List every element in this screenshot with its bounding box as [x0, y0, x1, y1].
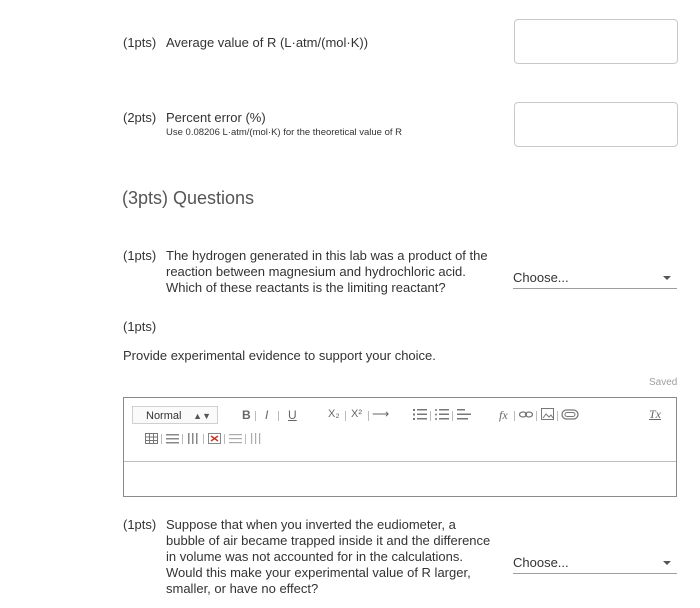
toolbar-divider	[224, 434, 225, 444]
toolbar-divider	[430, 411, 431, 421]
underline-button[interactable]: U	[288, 408, 297, 422]
paragraph-format-value: Normal	[146, 410, 182, 422]
toolbar-divider	[452, 411, 453, 421]
toolbar-divider	[161, 434, 162, 444]
saved-status: Saved	[649, 377, 678, 388]
chevron-down-icon	[663, 561, 671, 565]
evidence-prompt: Provide experimental evidence to support your choice.	[123, 348, 436, 363]
table-icon[interactable]	[145, 433, 158, 444]
toolbar-divider	[245, 434, 246, 444]
bubble-line-2: bubble of air became trapped inside it and the difference	[166, 533, 491, 548]
bubble-line-3: in volume was not accounted for in the calculations.	[166, 549, 464, 564]
percent-error-points: (2pts)	[123, 110, 157, 125]
toolbar-divider	[278, 411, 279, 421]
subscript-button[interactable]: X₂	[328, 408, 340, 420]
image-icon[interactable]	[541, 408, 554, 420]
toolbar-divider	[345, 411, 346, 421]
paragraph-format-select[interactable]	[132, 406, 218, 424]
percent-error-hint: Use 0.08206 L·atm/(mol·K) for the theoretical value of R	[166, 127, 403, 138]
avg-r-points: (1pts)	[123, 35, 157, 50]
bold-button[interactable]: B	[242, 408, 251, 422]
limiting-select-value: Choose...	[513, 270, 569, 285]
bubble-select[interactable]	[513, 553, 677, 574]
percent-error-input[interactable]	[514, 102, 678, 147]
ordered-list-icon[interactable]	[413, 409, 427, 420]
format-arrows-icon: ▲▼	[193, 411, 211, 421]
limiting-points: (1pts)	[123, 248, 157, 263]
toolbar-divider	[255, 411, 256, 421]
bubble-line-4: Would this make your experimental value of R larger,	[166, 565, 471, 580]
limiting-line-1: The hydrogen generated in this lab was a product of the	[166, 248, 488, 263]
section-title: (3pts) Questions	[122, 188, 255, 208]
avg-r-label: Average value of R (L·atm/(mol·K))	[166, 35, 369, 50]
limiting-line-3: Which of these reactants is the limiting reactant?	[166, 280, 446, 295]
link-icon[interactable]	[519, 409, 533, 420]
italic-button[interactable]: I	[265, 408, 269, 422]
editor-toolbar	[124, 398, 676, 462]
toolbar-divider	[368, 411, 369, 421]
formula-button[interactable]: fx	[499, 408, 508, 422]
chevron-down-icon	[663, 276, 671, 280]
bubble-line-1: Suppose that when you inverted the eudiometer, a	[166, 517, 456, 532]
rich-text-editor	[123, 397, 677, 497]
delete-row-icon[interactable]	[229, 433, 242, 444]
limiting-select[interactable]	[513, 268, 677, 289]
clear-format-button[interactable]: Tx	[649, 407, 661, 421]
toolbar-divider	[557, 411, 558, 421]
delete-table-icon[interactable]	[208, 433, 221, 444]
percent-error-label: Percent error (%)	[166, 110, 266, 125]
evidence-points: (1pts)	[123, 319, 157, 334]
bullet-list-icon[interactable]	[435, 409, 449, 420]
toolbar-divider	[536, 411, 537, 421]
insert-row-icon[interactable]	[166, 433, 179, 444]
toolbar-divider	[514, 411, 515, 421]
toolbar-divider	[182, 434, 183, 444]
insert-column-icon[interactable]	[187, 433, 200, 444]
toolbar-divider	[203, 434, 204, 444]
bubble-select-value: Choose...	[513, 555, 569, 570]
delete-column-icon[interactable]	[250, 433, 263, 444]
superscript-button[interactable]: X²	[351, 408, 362, 420]
limiting-line-2: reaction between magnesium and hydrochloric acid.	[166, 264, 466, 279]
align-icon[interactable]	[457, 409, 471, 420]
avg-r-input[interactable]	[514, 19, 678, 64]
bubble-points: (1pts)	[123, 517, 157, 532]
bubble-line-5: smaller, or have no effect?	[166, 581, 319, 596]
attachment-icon[interactable]	[561, 409, 579, 420]
editor-content-area[interactable]	[124, 462, 676, 496]
arrow-button[interactable]: ⟶	[372, 407, 390, 421]
